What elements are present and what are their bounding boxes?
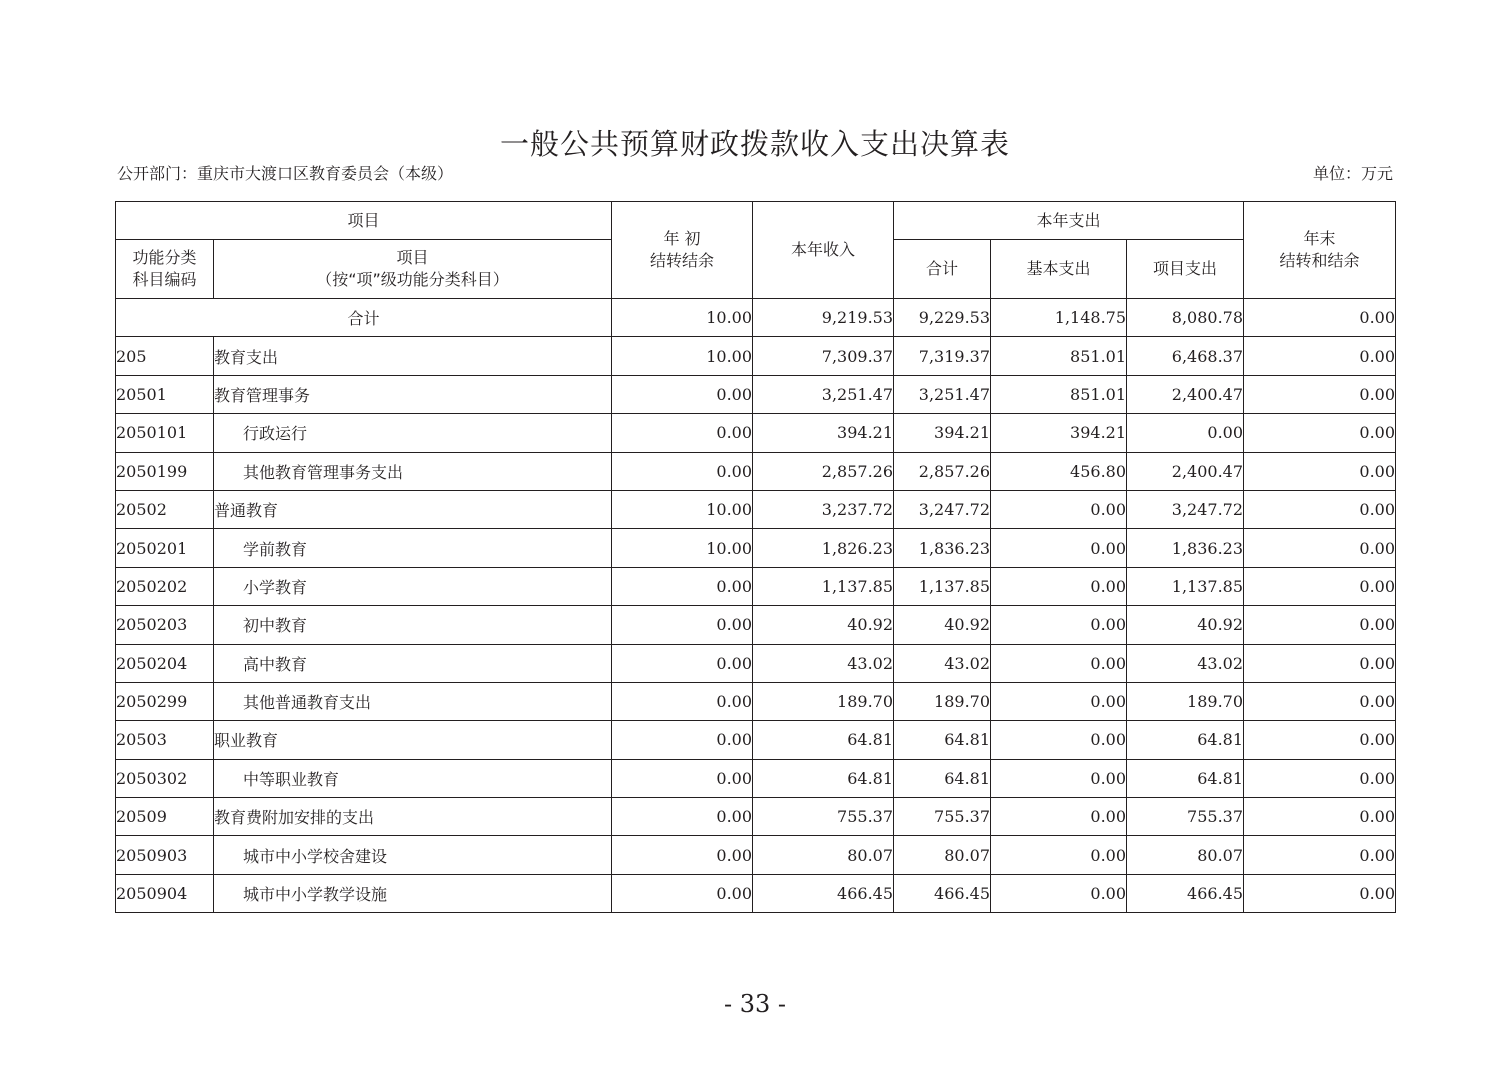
header-item: 项目 [116, 202, 612, 240]
row-exp-total: 3,247.72 [894, 490, 991, 528]
row-exp-project: 189.70 [1127, 682, 1244, 720]
row-code: 20509 [116, 798, 214, 836]
row-income: 43.02 [753, 644, 894, 682]
row-exp-project: 80.07 [1127, 836, 1244, 874]
header-begin-line1: 年 初 [663, 229, 701, 248]
row-name: 高中教育 [214, 644, 612, 682]
row-code: 2050903 [116, 836, 214, 874]
row-exp-basic: 394.21 [991, 414, 1127, 452]
row-exp-basic: 0.00 [991, 644, 1127, 682]
row-begin: 0.00 [612, 606, 753, 644]
row-begin: 0.00 [612, 414, 753, 452]
row-name: 其他普通教育支出 [214, 682, 612, 720]
row-end: 0.00 [1244, 337, 1396, 375]
row-code: 2050201 [116, 529, 214, 567]
row-code: 205 [116, 337, 214, 375]
header-exp-project: 项目支出 [1127, 240, 1244, 299]
table-row [116, 452, 1396, 490]
header-end-balance [1244, 202, 1396, 299]
row-income: 7,309.37 [753, 337, 894, 375]
row-code: 2050199 [116, 452, 214, 490]
row-income: 394.21 [753, 414, 894, 452]
row-exp-basic: 0.00 [991, 682, 1127, 720]
row-exp-project: 40.92 [1127, 606, 1244, 644]
total-exp-total: 9,229.53 [894, 299, 991, 337]
row-name: 小学教育 [214, 567, 612, 605]
row-name: 教育支出 [214, 337, 612, 375]
row-end: 0.00 [1244, 798, 1396, 836]
row-end: 0.00 [1244, 375, 1396, 413]
table-row [116, 529, 1396, 567]
row-end: 0.00 [1244, 644, 1396, 682]
budget-table [115, 201, 1396, 913]
header-income: 本年收入 [753, 202, 894, 299]
row-exp-total: 7,319.37 [894, 337, 991, 375]
header-code [116, 240, 214, 299]
header-name-line1: 项目 [396, 248, 429, 267]
row-code: 2050101 [116, 414, 214, 452]
row-exp-total: 2,857.26 [894, 452, 991, 490]
header-exp-total: 合计 [894, 240, 991, 299]
table-row [116, 836, 1396, 874]
total-income: 9,219.53 [753, 299, 894, 337]
header-row-1 [116, 202, 1396, 240]
row-exp-project: 1,137.85 [1127, 567, 1244, 605]
row-name: 中等职业教育 [214, 759, 612, 797]
row-name: 职业教育 [214, 721, 612, 759]
row-income: 3,251.47 [753, 375, 894, 413]
row-exp-total: 466.45 [894, 874, 991, 912]
row-exp-basic: 0.00 [991, 721, 1127, 759]
row-income: 64.81 [753, 721, 894, 759]
row-name: 教育费附加安排的支出 [214, 798, 612, 836]
total-end: 0.00 [1244, 299, 1396, 337]
row-exp-basic: 0.00 [991, 490, 1127, 528]
table-row [116, 567, 1396, 605]
row-exp-basic: 851.01 [991, 337, 1127, 375]
row-begin: 0.00 [612, 874, 753, 912]
header-code-line1: 功能分类 [132, 248, 197, 267]
header-begin-line2: 结转结余 [650, 251, 715, 270]
row-end: 0.00 [1244, 836, 1396, 874]
header-begin-balance [612, 202, 753, 299]
row-income: 755.37 [753, 798, 894, 836]
row-code: 2050202 [116, 567, 214, 605]
table-row [116, 798, 1396, 836]
total-exp-basic: 1,148.75 [991, 299, 1127, 337]
row-exp-project: 64.81 [1127, 721, 1244, 759]
total-label: 合计 [116, 299, 612, 337]
table-row [116, 759, 1396, 797]
row-income: 466.45 [753, 874, 894, 912]
row-exp-basic: 0.00 [991, 798, 1127, 836]
row-exp-project: 3,247.72 [1127, 490, 1244, 528]
row-exp-total: 3,251.47 [894, 375, 991, 413]
row-exp-project: 755.37 [1127, 798, 1244, 836]
row-exp-project: 64.81 [1127, 759, 1244, 797]
row-exp-project: 2,400.47 [1127, 452, 1244, 490]
row-code: 2050299 [116, 682, 214, 720]
row-exp-project: 2,400.47 [1127, 375, 1244, 413]
header-expense: 本年支出 [894, 202, 1244, 240]
row-income: 1,137.85 [753, 567, 894, 605]
row-begin: 0.00 [612, 798, 753, 836]
table-row [116, 490, 1396, 528]
row-begin: 0.00 [612, 567, 753, 605]
row-begin: 10.00 [612, 529, 753, 567]
row-code: 2050204 [116, 644, 214, 682]
row-begin: 10.00 [612, 490, 753, 528]
row-code: 2050203 [116, 606, 214, 644]
row-name: 教育管理事务 [214, 375, 612, 413]
row-exp-total: 43.02 [894, 644, 991, 682]
page-title: 一般公共预算财政拨款收入支出决算表 [499, 127, 1010, 161]
row-end: 0.00 [1244, 759, 1396, 797]
table-row [116, 606, 1396, 644]
row-name: 行政运行 [214, 414, 612, 452]
row-exp-total: 80.07 [894, 836, 991, 874]
row-code: 2050302 [116, 759, 214, 797]
row-income: 40.92 [753, 606, 894, 644]
row-begin: 0.00 [612, 682, 753, 720]
row-exp-project: 43.02 [1127, 644, 1244, 682]
table-row [116, 682, 1396, 720]
row-exp-basic: 0.00 [991, 567, 1127, 605]
row-exp-total: 755.37 [894, 798, 991, 836]
table-row [116, 375, 1396, 413]
row-income: 3,237.72 [753, 490, 894, 528]
row-end: 0.00 [1244, 682, 1396, 720]
row-exp-project: 1,836.23 [1127, 529, 1244, 567]
row-exp-total: 394.21 [894, 414, 991, 452]
row-name: 城市中小学校舍建设 [214, 836, 612, 874]
row-exp-project: 6,468.37 [1127, 337, 1244, 375]
header-end-line2: 结转和结余 [1279, 251, 1360, 270]
row-exp-total: 1,836.23 [894, 529, 991, 567]
row-exp-total: 64.81 [894, 721, 991, 759]
row-code: 2050904 [116, 874, 214, 912]
header-exp-basic: 基本支出 [991, 240, 1127, 299]
table-row [116, 337, 1396, 375]
row-exp-basic: 0.00 [991, 606, 1127, 644]
header-name [214, 240, 612, 299]
row-income: 80.07 [753, 836, 894, 874]
row-exp-basic: 851.01 [991, 375, 1127, 413]
row-exp-total: 1,137.85 [894, 567, 991, 605]
row-exp-project: 0.00 [1127, 414, 1244, 452]
row-income: 1,826.23 [753, 529, 894, 567]
row-end: 0.00 [1244, 452, 1396, 490]
row-code: 20501 [116, 375, 214, 413]
table-row [116, 721, 1396, 759]
row-exp-basic: 0.00 [991, 874, 1127, 912]
row-begin: 0.00 [612, 375, 753, 413]
row-begin: 10.00 [612, 337, 753, 375]
row-exp-basic: 456.80 [991, 452, 1127, 490]
row-end: 0.00 [1244, 529, 1396, 567]
header-name-line2: （按“项”级功能分类科目） [316, 270, 509, 289]
total-exp-project: 8,080.78 [1127, 299, 1244, 337]
row-exp-total: 64.81 [894, 759, 991, 797]
page-number: - 33 - [723, 990, 786, 1018]
department-label: 公开部门：重庆市大渡口区教育委员会（本级） [117, 164, 454, 183]
row-begin: 0.00 [612, 644, 753, 682]
header-end-line1: 年末 [1303, 229, 1336, 248]
row-end: 0.00 [1244, 606, 1396, 644]
row-name: 学前教育 [214, 529, 612, 567]
row-name: 初中教育 [214, 606, 612, 644]
row-begin: 0.00 [612, 836, 753, 874]
row-income: 189.70 [753, 682, 894, 720]
row-exp-total: 189.70 [894, 682, 991, 720]
table-row [116, 874, 1396, 912]
row-end: 0.00 [1244, 490, 1396, 528]
table-row [116, 644, 1396, 682]
row-name: 城市中小学教学设施 [214, 874, 612, 912]
row-end: 0.00 [1244, 874, 1396, 912]
row-end: 0.00 [1244, 721, 1396, 759]
unit-label: 单位：万元 [1312, 164, 1393, 183]
row-end: 0.00 [1244, 567, 1396, 605]
row-name: 其他教育管理事务支出 [214, 452, 612, 490]
row-begin: 0.00 [612, 721, 753, 759]
row-income: 2,857.26 [753, 452, 894, 490]
total-begin: 10.00 [612, 299, 753, 337]
row-exp-project: 466.45 [1127, 874, 1244, 912]
table-row [116, 414, 1396, 452]
total-row [116, 299, 1396, 337]
row-exp-basic: 0.00 [991, 836, 1127, 874]
header-code-line2: 科目编码 [132, 270, 197, 289]
row-name: 普通教育 [214, 490, 612, 528]
row-begin: 0.00 [612, 759, 753, 797]
row-code: 20503 [116, 721, 214, 759]
row-code: 20502 [116, 490, 214, 528]
row-exp-basic: 0.00 [991, 529, 1127, 567]
row-exp-basic: 0.00 [991, 759, 1127, 797]
row-end: 0.00 [1244, 414, 1396, 452]
row-exp-total: 40.92 [894, 606, 991, 644]
row-begin: 0.00 [612, 452, 753, 490]
row-income: 64.81 [753, 759, 894, 797]
